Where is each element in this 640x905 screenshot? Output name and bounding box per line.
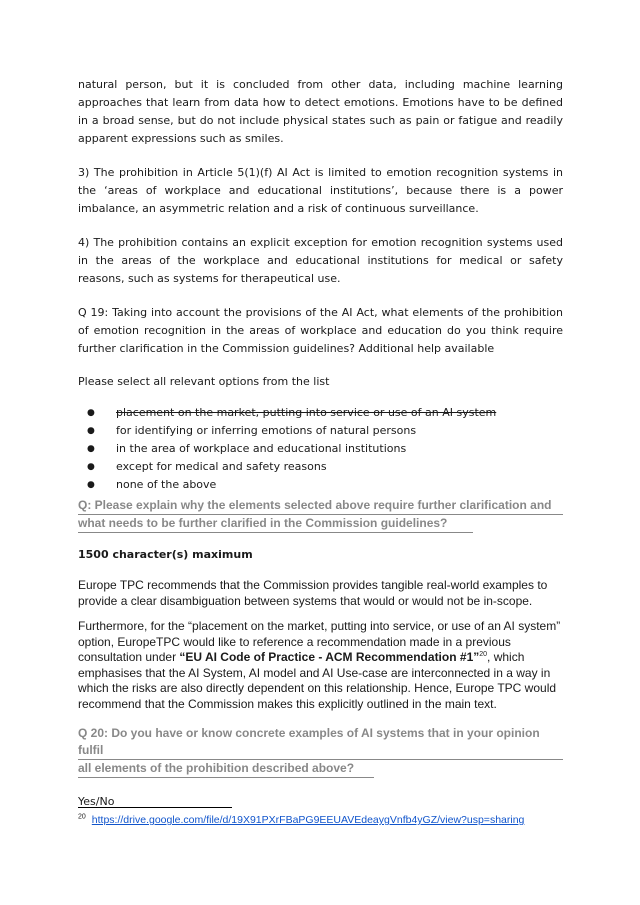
answer-text-a: Furthermore, for the “placement on the market, putting into service, or use of an AI system” option, EuropeTPC would like to reference a recommendation made in a previous consultation under: [78, 619, 561, 664]
character-limit: 1500 character(s) maximum: [78, 548, 253, 561]
answer-paragraph-1: Europe TPC recommends that the Commission provides tangible real-world examples to provide a clear disambiguation between systems that would or would not be in-scope.: [78, 578, 548, 608]
footnote-divider: [78, 807, 232, 808]
paragraph-workplace-limitation: 3) The prohibition in Article 5(1)(f) AI Act is limited to emotion recognition systems in the ‘areas of workplace and educational institutions’, because there is a power imbalance, an asymmetric relation and a risk of continuous surveillance.: [78, 166, 563, 215]
question-explain-line-1: Q: Please explain why the elements selected above require further clarification and: [78, 497, 563, 515]
paragraph-medical-exception: 4) The prohibition contains an explicit exception for emotion recognition systems used in the areas of the workplace and educational institutions for medical or safety reasons, such as systems for therapeutical use.: [78, 236, 563, 285]
option-placement-on-market[interactable]: ● placement on the market, putting into service or use of an AI system: [78, 404, 563, 422]
footnote-reference[interactable]: 20: [479, 651, 488, 658]
option-none-of-the-above[interactable]: ● none of the above: [78, 476, 563, 494]
acm-recommendation-reference: “EU AI Code of Practice - ACM Recommendation #1”: [179, 650, 480, 664]
answer-text-b: , which emphasises that the AI System, AI model and AI Use-case are interconnected in a way in which the risks are also directly dependent on this relationship. Hence, Europe TPC would recommend that the Commission makes this explicitly outlined in the main text.: [78, 650, 557, 711]
question-explain-line-2: what needs to be further clarified in the Commission guidelines?: [78, 515, 473, 533]
footnote-link[interactable]: https://drive.google.com/file/d/19X91PXrFBaPG9EEUAVEdeaygVnfb4yGZ/view?usp=sharing: [91, 814, 525, 826]
paragraph-emotion-definition: natural person, but it is concluded from other data, including machine learning approaches that learn from data how to detect emotions. Emotions have to be defined in a broad sense, but do not include physical states such as pain or fatigue and readily apparent expressions such as smiles.: [78, 78, 563, 145]
question-19: Q 19: Taking into account the provisions of the AI Act, what elements of the prohibition of emotion recognition in the areas of workplace and education do you think require further clarification in the Commission guidelines? Additional help available: [78, 306, 563, 355]
footnote: [78, 814, 524, 826]
question-explain-heading: [78, 497, 563, 533]
question-20-line-2: all elements of the prohibition described above?: [78, 760, 374, 778]
yes-no-answer: Yes/No: [78, 795, 115, 808]
question-20-heading: [78, 725, 563, 778]
answer-paragraph-2: [78, 619, 563, 712]
option-workplace-education[interactable]: ● in the area of workplace and educational institutions: [78, 440, 563, 458]
options-list: [78, 404, 563, 494]
question-20-line-1: Q 20: Do you have or know concrete examples of AI systems that in your opinion fulfil: [78, 725, 563, 760]
select-hint: Please select all relevant options from the list: [78, 375, 330, 388]
option-medical-safety[interactable]: ● except for medical and safety reasons: [78, 458, 563, 476]
footnote-number: 20: [78, 813, 86, 821]
option-identifying-emotions[interactable]: ● for identifying or inferring emotions of natural persons: [78, 422, 563, 440]
document-page: [78, 76, 563, 811]
